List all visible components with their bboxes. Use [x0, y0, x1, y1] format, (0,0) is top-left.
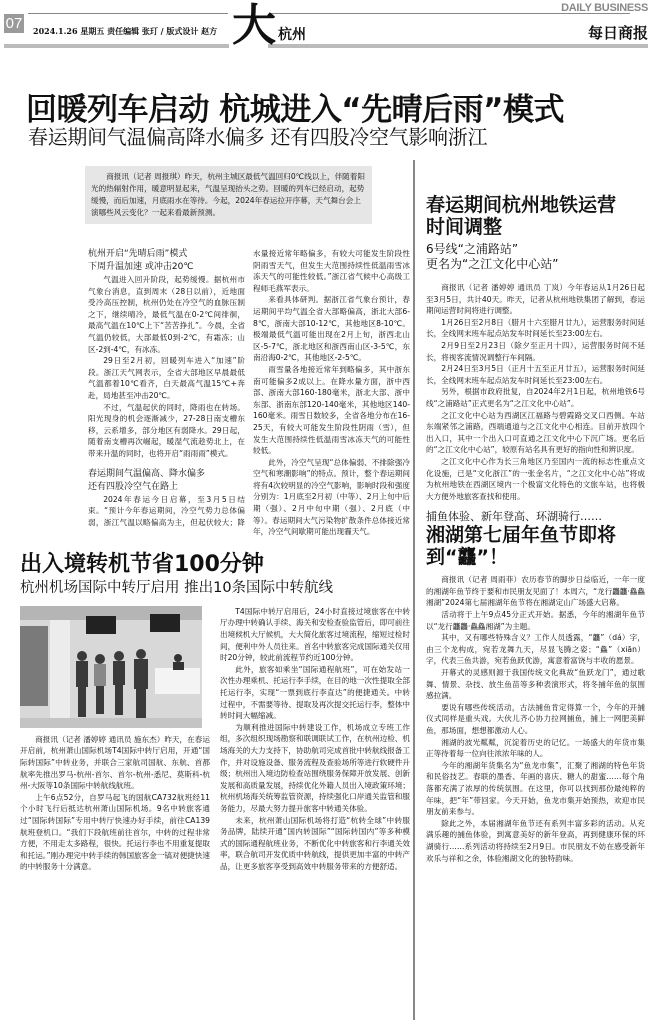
paragraph: 此外，冷空气呈现“总体偏弱、不排除强冷空气和寒潮影响”的特点。预计，整个春运期间将有4次较明显的冷空气影响，影响时段和强度分别为：1月底至2月初（中等）、2月上旬中后期（强）、2月中旬中期（强）、2月底（中等）。春运期间大气污染物扩散条件总体接近常年，冷空气间歇期可能出现霾天气。 — [253, 457, 410, 537]
paragraph: 商报讯（记者 潘婷婷 通讯员 丁岚）今年春运从1月26日起至3月5日，共计40天。昨天，记者从杭州地铁集团了解到，春运期间运营时间将进行调整。 — [426, 283, 645, 316]
metro-subheadline — [426, 242, 645, 272]
right-content-flow — [426, 194, 645, 864]
paragraph: 不过，气温起伏的同时，降雨也在转场。阳光现身的机会逐渐减少，27-28日南支槽东移，云系增多，部分地区有弱降水。29日起，随着南支槽再次崛起，暖湿气流趁势北上，在带来升温的同时，也将开启“雨雨雨”模式。 — [88, 402, 245, 458]
airport-article-body — [20, 606, 410, 873]
header-bar — [4, 44, 229, 48]
fish-article-body — [426, 574, 645, 864]
header-rule — [28, 13, 228, 14]
paragraph: 雨雪量各地接近常年到略偏多，其中浙东南可能偏多2成以上。在降水量方面，浙中西部、浙南大部160-180毫米，浙北大部、浙中东部、浙南东部120-140毫米，其他地区140-160毫米。雨雪日数较多，全省各地分布在16-25天，有较大可能发生阶段性阴雨（雪），但发生大范围持续性低温雨雪冰冻天气的可能性较低。 — [253, 364, 410, 456]
date-line: 2024.1.26 星期五 责任编辑 张玎 / 版式设计 赵方 — [33, 26, 218, 36]
paragraph: 之江文化中心站为西湖区江福路与碧霞路交叉口西侧。车站东端紧邻之浦路，西端通道与之江文化中心相连。目前开放四个出入口，其中一个出入口可直通之江文化中心下沉广场。更名后的“之江文化中心站”，较原有站名具有更好的指向性和辨识度。 — [426, 410, 645, 455]
paragraph: 今年的湘湖年货集名为“鱼龙市集”，汇聚了湘湖的特色年货和民俗技艺。春联的墨香、年画的喜庆、糖人的甜蜜……每个角落都充满了浓厚的传统氛围。在这里，你可以找到那份最纯粹的年味，把“年”带回家。今天开始，鱼龙市集开始预热，欢迎市民朋友前来参与。 — [426, 760, 645, 817]
subhead: 杭州开启“先晴后雨”模式 — [88, 249, 188, 259]
header-bar — [268, 44, 648, 48]
paragraph: 其中，又有哪些特殊含义？工作人员透露，“龘”（dá）字，由三个龙构成，宛若龙舞九天，尽显飞腾之姿；“鱻”（xiān）字，代表三鱼共游，宛若鱼跃优游，寓意着富饶与丰收的愿景。 — [426, 633, 645, 666]
fish-headline: 湘湖第七届年鱼节即将到“龘”！ — [426, 524, 617, 569]
main-headline: 回暖列车启动 杭城进入“先晴后雨”模式 — [26, 92, 565, 128]
section-name: 杭州 — [278, 27, 306, 43]
paragraph: 29日至2月初，回暖列车进入“加速”阶段。浙江天气网表示，全省大部地区早晨最低气温都着10℃看齐，白天最高气温15℃+奔赴，局地甚至冲击20℃。 — [88, 356, 245, 400]
left-content-flow — [20, 248, 410, 873]
paragraph: 来看具体研判。据浙江省气象台预计，春运期间平均气温全省大部略偏高，浙北大部6-8℃，浙南大部10-12℃，其他地区8-10℃。极端最低气温可能出现在2月上旬，浙西北山区-5-7℃，浙北地区和浙西南山区-3-5℃，东南沿海0-2℃，其他地区-2-5℃。 — [253, 295, 410, 363]
airport-subheadline: 杭州机场国际中转厅启用 推出10条国际中转航线 — [20, 579, 334, 596]
paragraph: 2月24日至3月5日（正月十五至正月廿五），运营服务时间延长，全线网末班车起点站发车时间延长至23:00左右。 — [426, 364, 645, 385]
paragraph: 商报讯（记者 潘婷婷 通讯员 施东杰）昨天，在春运开启前，杭州萧山国际机场T4国际中转厅启用，开通“国际转国际”中转业务，并联合三家航司国航、东航、首都航率先推出罗马-杭州-首尔、首尔-杭州-悉尼、莫斯科-杭州-大阪等10条国际中转航线航班。 — [20, 734, 210, 791]
paragraph: 湘湖的波光粼粼，沉淀着历史的记忆。一场盛大的年货市集正等待着每一位向往浓浓年味的人。 — [426, 737, 645, 759]
metro-article-body — [426, 282, 645, 502]
paragraph: 此外，旅客如乘坐“国际通程航班”，可在始发站一次性办理乘机、托运行李手续，在目的地一次性提取全部托运行李，实现“一票到底行李直达”的便捷通关。中转过程中，不需要等待、提取及再次提交托运行李，整体中转时间大幅缩减。 — [220, 664, 410, 721]
paragraph: T4国际中转厅启用后，24小时直接过境旅客在中转厅办理中转确认手续、海关和安检查验监管后，即可前往出境候机大厅候机，大大简化旅客过境流程，缩短过检时间，便利中外人员往来。首名中转旅客完成国际通关仅用时20分钟，较此前流程节约近100分钟。 — [220, 606, 410, 663]
photo-image — [20, 606, 202, 728]
subhead: 下周升温加速 或冲击20℃ — [88, 262, 194, 272]
weather-article-body — [88, 248, 410, 538]
paragraph: 2024年春运今日启幕，至3月5日结束。“预计今年春运期间，冷空气势力总体偏弱，浙江气温以略偏高为主，但起伏较大；降水量接近常年略偏多，有较大可能发生阶段性阴雨雪天气，但发生大范围持续性低温雨雪冰冻天气的可能性较低。”浙江省气候中心高级工程师毛燕军表示。 — [88, 249, 410, 527]
paragraph: 另外，根据市政府批复，自2024年2月1日起，杭州地铁6号线“之浦路站”正式更名为“之江文化中心站”。 — [426, 387, 645, 408]
column-divider — [413, 160, 415, 1020]
paragraph: 之江文化中心作为长三角地区乃至国内一流的标志性重点文化设施，已是“文化浙江”的一张金名片，“之江文化中心站”将成为杭州地铁在西湖区境内一个极富文化特色的文旅车站，也将极大方便外地旅客查找和使用。 — [426, 456, 645, 501]
subhead: 还有四股冷空气在路上 — [88, 481, 179, 492]
section-logo: 大 — [232, 0, 276, 51]
masthead: 每日商报 — [587, 24, 648, 42]
fish-kicker: 捕鱼体验、新年登高、环湖骑行…… — [426, 510, 602, 524]
metro-sub-line: 更名为“之江文化中心站” — [426, 257, 559, 271]
paragraph: 商报讯（记者 周雨菲）农历春节的脚步日益临近，一年一度的湘湖年鱼节终于要和市民朋友见面了！本周六，“龙行龘龘·鱻鱻湘湖”2024第七届湘湖年鱼节将在湘湖定山广场盛大启幕。 — [426, 575, 645, 608]
metro-headline: 春运期间杭州地铁运营时间调整 — [426, 194, 617, 238]
airport-headline: 出入境转机节省100分钟 — [20, 551, 264, 577]
paragraph: 开幕式的灵感则源于我国传统文化典故“鱼跃龙门”，通过歌舞、情景、杂技、放生鱼苗等多种表演形式，将冬捕年鱼的氛围感拉满。 — [426, 668, 645, 701]
paragraph: 活动将于上午9点45分正式开始。据悉，今年的湘湖年鱼节以“龙行龘龘·鱻鱻湘湖”为主题。 — [426, 610, 645, 631]
metro-sub-line: 6号线“之浦路站” — [426, 242, 519, 256]
paragraph: 2月9日至2月23日（除夕至正月十四），运营服务时间不延长，将视客流情况调整行车间隔。 — [426, 340, 645, 362]
page-number: 07 — [5, 15, 23, 32]
paragraph: 上午6点52分，自罗马起飞的国航CA732航班经11个小时飞行后抵达杭州萧山国际机场。9名中转旅客通过“国际转国际”专用中转厅快速办好手续，前往CA139航班登机口。“我们下段航班前往首尔，中转的过程非常方便，不用走太多路程，很快。托运行李也不用重复提取和托运。”刚办理完中转手续的韩国旅客金一镐对便捷快速的中转服务十分满意。 — [20, 792, 210, 872]
airport-transfer-photo — [20, 606, 202, 728]
subhead: 春运期间气温偏高、降水偏多 — [88, 468, 206, 479]
paragraph: 除此之外，本届湘湖年鱼节还有系列丰富多彩的活动。从充满乐趣的捕鱼体验，到寓意美好的新年登高，再到健康环保的环湖骑行……系列活动将持续至2月9日。市民朋友不妨在感受新年欢乐与祥和之余，体验湘湖文化的独特韵味。 — [426, 818, 645, 863]
paragraph: 气温进入回升阶段，起势缓慢。据杭州市气象台消息，直到周末（28日以前），近地面受冷高压控制，杭州仍处在冷空气的血脉压制之下，继续晴冷，最低气温在0-2℃间徘徊，最高气温在10℃上下“苦苦挣扎”。今晨，全省气温仍较低，大部最低0到-2℃，有霜冻；山区-2到-4℃，有冰冻。 — [88, 275, 245, 354]
paragraph: 要说有哪些传统活动，古法捕鱼肯定得算一个，今年的开捕仪式同样是重头戏。大伙儿齐心协力拉网捕鱼，捕上一网肥美鲜鱼，那场面，想想都激动人心。 — [426, 702, 645, 735]
paragraph: 未来，杭州萧山国际机场将打造“杭转全球”中转服务品牌，陆续开通“国内转国际”“国际转国内”等多种模式的国际通程航班业务，不断优化中转旅客和行李通关效率，联合航司开发优质中转航线，提供更加丰富的中转产品，让更多旅客享受到高效中转服务带来的方便舒适。 — [220, 815, 410, 871]
masthead-english: DAILY BUSINESS — [561, 2, 648, 14]
paragraph: 为顺利推进国际中转建设工作，机场成立专班工作组，多次组织现场勘察和联调联试工作，在杭州边检、机场海关的大力支持下，协助航司完成首批中转航线报备工作，并对设施设备、服务流程及查验场所等进行软硬件升级；杭州出入境边防检查站围绕服务保障开放发展、创新发展和高质量发展，持续优化外籍人员出入境政策环境；杭州机场海关统筹监管资源，持续强化口岸通关监管和服务能力，尽最大努力提升旅客中转通关体验。 — [220, 722, 410, 813]
main-subheadline: 春运期间气温偏高降水偏多 还有四股冷空气影响浙江 — [28, 125, 488, 149]
lead-paragraph: 商报讯（记者 周报琪）昨天，杭州主城区最低气温回归0℃线以上，伴随着阳光的热辐射作用，暖意明显起来，气温呈现抬头之势。回暖的列车已经启动，起势缓慢，而后加速，月底雨水在等待。今起，2024年春运拉开序幕，天气舞台会上演哪些风云变化？一起来看最新预测。 — [85, 166, 372, 224]
paragraph: 1月26日至2月8日（腊月十六至腊月廿九），运营服务时间延长，全线网末班车起点站发车时间延长至23:00左右。 — [426, 317, 645, 339]
